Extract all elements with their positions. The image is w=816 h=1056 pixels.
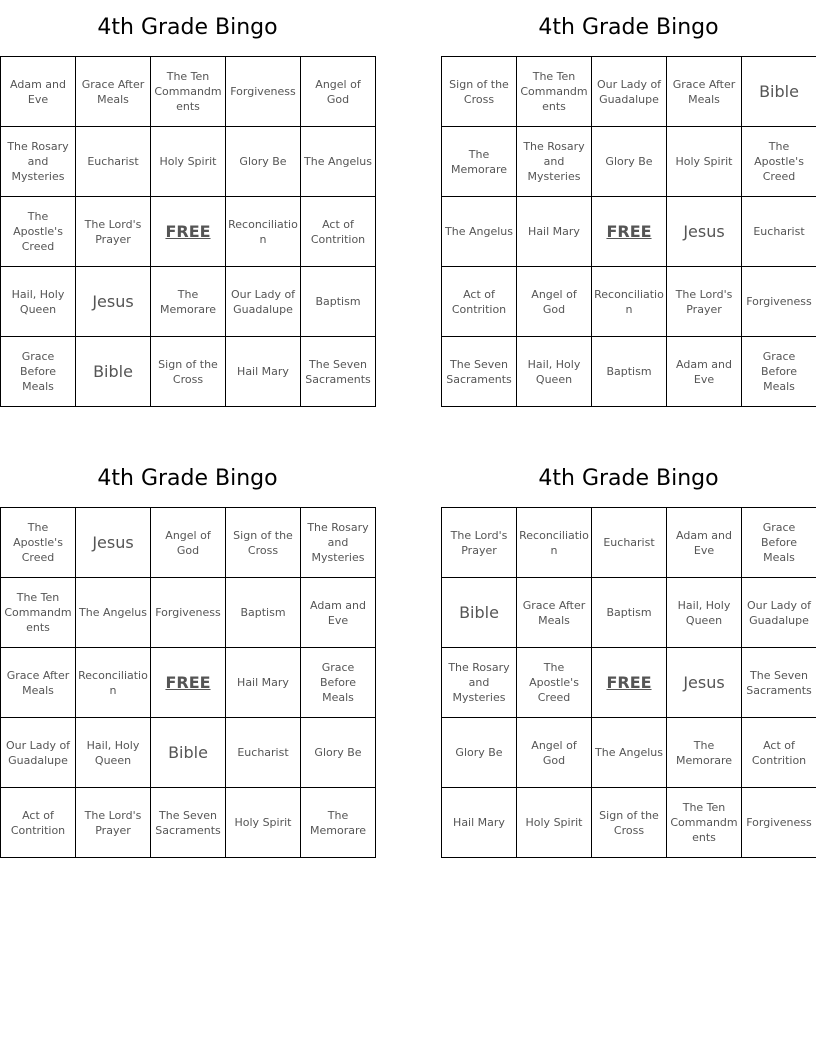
bingo-grid xyxy=(0,56,376,407)
bingo-grid xyxy=(441,56,816,407)
bingo-cell: The Lord's Prayer xyxy=(442,508,517,578)
grid-row xyxy=(442,508,816,578)
bingo-cell: Angel of God xyxy=(301,57,376,127)
bingo-cell: Our Lady of Guadalupe xyxy=(592,57,667,127)
bingo-cell: The Rosary and Mysteries xyxy=(1,127,76,197)
bingo-cell: Baptism xyxy=(301,267,376,337)
bingo-cell: Angel of God xyxy=(517,718,592,788)
free-space: FREE xyxy=(592,648,667,718)
bingo-cell: The Angelus xyxy=(442,197,517,267)
bingo-cell: The Seven Sacraments xyxy=(151,788,226,858)
bingo-cell: Glory Be xyxy=(592,127,667,197)
bingo-cell: Reconciliation xyxy=(517,508,592,578)
bingo-cell: The Seven Sacraments xyxy=(301,337,376,407)
bingo-cell: Forgiveness xyxy=(151,578,226,648)
bingo-cell: The Seven Sacraments xyxy=(742,648,816,718)
bingo-card-2 xyxy=(441,0,816,407)
bingo-cell: Baptism xyxy=(592,337,667,407)
bingo-cell: Holy Spirit xyxy=(667,127,742,197)
bingo-cell: Reconciliation xyxy=(226,197,301,267)
bingo-cell: Eucharist xyxy=(742,197,816,267)
bingo-cell: Act of Contrition xyxy=(301,197,376,267)
bingo-cell: Grace Before Meals xyxy=(742,337,816,407)
grid-row xyxy=(1,788,376,858)
grid-row xyxy=(442,127,816,197)
bingo-cell: The Ten Commandments xyxy=(1,578,76,648)
grid-row xyxy=(1,337,376,407)
grid-row xyxy=(1,578,376,648)
bingo-cell: Sign of the Cross xyxy=(226,508,301,578)
card-title: 4th Grade Bingo xyxy=(538,466,719,491)
bingo-cell: Adam and Eve xyxy=(301,578,376,648)
bingo-cell: Grace After Meals xyxy=(76,57,151,127)
bingo-cell: Baptism xyxy=(592,578,667,648)
bingo-cell: The Ten Commandments xyxy=(667,788,742,858)
bingo-cell: The Angelus xyxy=(76,578,151,648)
grid-row xyxy=(442,718,816,788)
bingo-card-1 xyxy=(0,0,375,407)
bingo-cell: Eucharist xyxy=(226,718,301,788)
bingo-cell: Reconciliation xyxy=(592,267,667,337)
bingo-grid xyxy=(0,507,376,858)
grid-row xyxy=(442,648,816,718)
bingo-cell: The Lord's Prayer xyxy=(76,788,151,858)
grid-row xyxy=(1,197,376,267)
bingo-grid xyxy=(441,507,816,858)
bingo-cell: The Memorare xyxy=(667,718,742,788)
bingo-cell: Holy Spirit xyxy=(151,127,226,197)
grid-row xyxy=(1,267,376,337)
bingo-cell: Forgiveness xyxy=(742,267,816,337)
bingo-cell: The Memorare xyxy=(151,267,226,337)
bingo-cell: Adam and Eve xyxy=(667,508,742,578)
bingo-cell: The Lord's Prayer xyxy=(667,267,742,337)
bingo-cell: Act of Contrition xyxy=(742,718,816,788)
bingo-cell: Adam and Eve xyxy=(1,57,76,127)
bingo-cell: The Rosary and Mysteries xyxy=(301,508,376,578)
grid-row xyxy=(1,57,376,127)
bingo-cell: Glory Be xyxy=(301,718,376,788)
grid-row xyxy=(442,197,816,267)
bingo-cell: Bible xyxy=(742,57,816,127)
bingo-cell: The Apostle's Creed xyxy=(1,508,76,578)
bingo-cell: Glory Be xyxy=(226,127,301,197)
bingo-cell: The Memorare xyxy=(442,127,517,197)
bingo-cell: The Apostle's Creed xyxy=(1,197,76,267)
grid-row xyxy=(442,267,816,337)
grid-row xyxy=(442,788,816,858)
bingo-cell: Sign of the Cross xyxy=(442,57,517,127)
bingo-cell: Forgiveness xyxy=(742,788,816,858)
bingo-cell: Grace Before Meals xyxy=(301,648,376,718)
bingo-cell: The Angelus xyxy=(592,718,667,788)
bingo-cell: Angel of God xyxy=(517,267,592,337)
bingo-card-4 xyxy=(441,451,816,858)
bingo-cell: The Rosary and Mysteries xyxy=(517,127,592,197)
bingo-cell: Hail Mary xyxy=(442,788,517,858)
bingo-card-3 xyxy=(0,451,375,858)
bingo-cell: Hail Mary xyxy=(226,648,301,718)
bingo-cell: Act of Contrition xyxy=(1,788,76,858)
bingo-cell: Bible xyxy=(442,578,517,648)
bingo-cell: Hail Mary xyxy=(226,337,301,407)
bingo-cell: Grace Before Meals xyxy=(742,508,816,578)
grid-row xyxy=(1,648,376,718)
bingo-cell: Glory Be xyxy=(442,718,517,788)
grid-row xyxy=(442,337,816,407)
bingo-cell: The Ten Commandments xyxy=(517,57,592,127)
bingo-cell: The Lord's Prayer xyxy=(76,197,151,267)
bingo-cell: Baptism xyxy=(226,578,301,648)
card-title: 4th Grade Bingo xyxy=(538,15,719,40)
free-space: FREE xyxy=(592,197,667,267)
bingo-cell: Act of Contrition xyxy=(442,267,517,337)
bingo-cell: Angel of God xyxy=(151,508,226,578)
bingo-cell: The Angelus xyxy=(301,127,376,197)
bingo-cell: Grace Before Meals xyxy=(1,337,76,407)
bingo-cell: The Rosary and Mysteries xyxy=(442,648,517,718)
free-space: FREE xyxy=(151,197,226,267)
bingo-cell: Reconciliation xyxy=(76,648,151,718)
bingo-cell: Grace After Meals xyxy=(517,578,592,648)
grid-row xyxy=(1,718,376,788)
bingo-cell: Forgiveness xyxy=(226,57,301,127)
bingo-cell: Hail Mary xyxy=(517,197,592,267)
bingo-cell: Our Lady of Guadalupe xyxy=(226,267,301,337)
bingo-cell: Our Lady of Guadalupe xyxy=(742,578,816,648)
bingo-cell: Jesus xyxy=(667,648,742,718)
bingo-cell: The Ten Commandments xyxy=(151,57,226,127)
bingo-cell: Adam and Eve xyxy=(667,337,742,407)
grid-row xyxy=(1,127,376,197)
bingo-cell: Holy Spirit xyxy=(226,788,301,858)
bingo-cell: Bible xyxy=(76,337,151,407)
bingo-cell: Sign of the Cross xyxy=(151,337,226,407)
bingo-cell: Hail, Holy Queen xyxy=(76,718,151,788)
bingo-cell: Jesus xyxy=(667,197,742,267)
card-title: 4th Grade Bingo xyxy=(97,15,278,40)
bingo-cell: Sign of the Cross xyxy=(592,788,667,858)
bingo-cell: Jesus xyxy=(76,267,151,337)
card-title: 4th Grade Bingo xyxy=(97,466,278,491)
bingo-cell: The Apostle's Creed xyxy=(517,648,592,718)
bingo-cell: Hail, Holy Queen xyxy=(667,578,742,648)
bingo-cell: The Memorare xyxy=(301,788,376,858)
bingo-cell: Jesus xyxy=(76,508,151,578)
bingo-cell: Grace After Meals xyxy=(667,57,742,127)
bingo-cell: Eucharist xyxy=(76,127,151,197)
bingo-cell: Hail, Holy Queen xyxy=(517,337,592,407)
bingo-cell: The Seven Sacraments xyxy=(442,337,517,407)
bingo-cell: Bible xyxy=(151,718,226,788)
free-space: FREE xyxy=(151,648,226,718)
grid-row xyxy=(1,508,376,578)
grid-row xyxy=(442,57,816,127)
bingo-cell: Eucharist xyxy=(592,508,667,578)
grid-row xyxy=(442,578,816,648)
bingo-cell: Hail, Holy Queen xyxy=(1,267,76,337)
bingo-cell: The Apostle's Creed xyxy=(742,127,816,197)
bingo-cell: Grace After Meals xyxy=(1,648,76,718)
bingo-cell: Our Lady of Guadalupe xyxy=(1,718,76,788)
bingo-cell: Holy Spirit xyxy=(517,788,592,858)
